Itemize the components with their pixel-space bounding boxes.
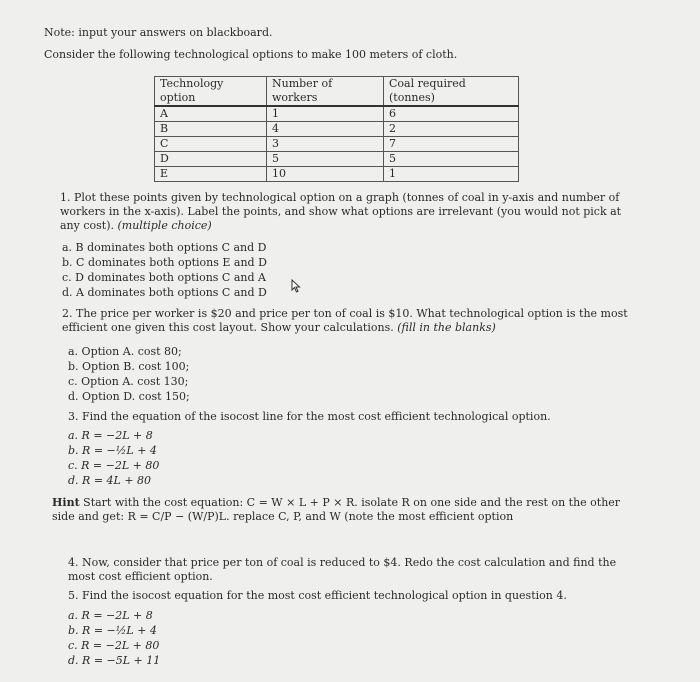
- table-cell: A: [155, 106, 267, 122]
- hint-text: Start with the cost equation: C = W × L + P × R. isolate R on one side and the rest on the other side and get: R = C/P − (W/P)L. replace C, P, and W (note the most efficient option: [52, 496, 621, 523]
- table-cell: 5: [384, 152, 519, 167]
- question-4-text: 4. Now, consider that price per ton of coal is reduced to $4. Redo the cost calculation and find the most cost efficient option.: [68, 556, 617, 583]
- hint-label: Hint: [52, 496, 80, 509]
- table-cell: 3: [267, 137, 384, 152]
- table-row: [155, 167, 519, 182]
- question-1-text: 1. Plot these points given by technological option on a graph (tonnes of coal in y-axis and number of workers in the x-axis). Label the points, and show what options are irrelevant (you would not pick at any cost).: [60, 191, 622, 232]
- table-header-row: [155, 77, 519, 107]
- table-cell: 2: [384, 122, 519, 137]
- intro-line: Consider the following technological options to make 100 meters of cloth.: [44, 48, 458, 61]
- table-cell: 7: [384, 137, 519, 152]
- q3-option-a[interactable]: a. R = −2L + 8: [68, 429, 153, 442]
- table-row: [155, 122, 519, 137]
- table-cell: 1: [384, 167, 519, 182]
- table-cell: 10: [267, 167, 384, 182]
- question-3-text: 3. Find the equation of the isocost line for the most cost efficient technological option.: [68, 410, 551, 423]
- mouse-pointer-icon: [291, 279, 301, 293]
- q5-option-b[interactable]: b. R = −½L + 4: [68, 624, 157, 637]
- table-row: [155, 152, 519, 167]
- table-header-cell: Coal required (tonnes): [384, 77, 519, 107]
- q3-option-b[interactable]: b. R = −½L + 4: [68, 444, 157, 457]
- table-cell: C: [155, 137, 267, 152]
- question-5-text: 5. Find the isocost equation for the most cost efficient technological option in question 4.: [68, 589, 567, 602]
- q1-option-a[interactable]: a. B dominates both options C and D: [62, 241, 267, 254]
- technology-table: [154, 76, 519, 182]
- q5-option-a[interactable]: a. R = −2L + 8: [68, 609, 153, 622]
- question-2-tag: (fill in the blanks): [397, 321, 496, 334]
- table-row: [155, 106, 519, 122]
- q2-option-d[interactable]: d. Option D. cost 150;: [68, 390, 190, 403]
- q5-option-c[interactable]: c. R = −2L + 80: [68, 639, 160, 652]
- table-row: [155, 137, 519, 152]
- table-header-cell: Technology option: [155, 77, 267, 107]
- table-cell: 5: [267, 152, 384, 167]
- table-header-cell: Number of workers: [267, 77, 384, 107]
- question-2-text: 2. The price per worker is $20 and price per ton of coal is $10. What technological option is the most efficient one given this cost layout. Show your calculations.: [62, 307, 628, 334]
- table-cell: D: [155, 152, 267, 167]
- q2-option-a[interactable]: a. Option A. cost 80;: [68, 345, 182, 358]
- table-cell: E: [155, 167, 267, 182]
- q3-option-c[interactable]: c. R = −2L + 80: [68, 459, 160, 472]
- table-cell: 6: [384, 106, 519, 122]
- question-1-tag: (multiple choice): [117, 219, 212, 232]
- q1-option-b[interactable]: b. C dominates both options E and D: [62, 256, 267, 269]
- note-line: Note: input your answers on blackboard.: [44, 26, 273, 39]
- hint-block: [52, 496, 642, 524]
- question-2: [62, 307, 635, 335]
- table-cell: B: [155, 122, 267, 137]
- q1-option-d[interactable]: d. A dominates both options C and D: [62, 286, 267, 299]
- q2-option-c[interactable]: c. Option A. cost 130;: [68, 375, 189, 388]
- q5-option-d[interactable]: d. R = −5L + 11: [68, 654, 161, 667]
- question-1: [60, 191, 635, 233]
- table-cell: 1: [267, 106, 384, 122]
- table-cell: 4: [267, 122, 384, 137]
- q2-option-b[interactable]: b. Option B. cost 100;: [68, 360, 190, 373]
- q1-option-c[interactable]: c. D dominates both options C and A: [62, 271, 266, 284]
- q3-option-d[interactable]: d. R = 4L + 80: [68, 474, 152, 487]
